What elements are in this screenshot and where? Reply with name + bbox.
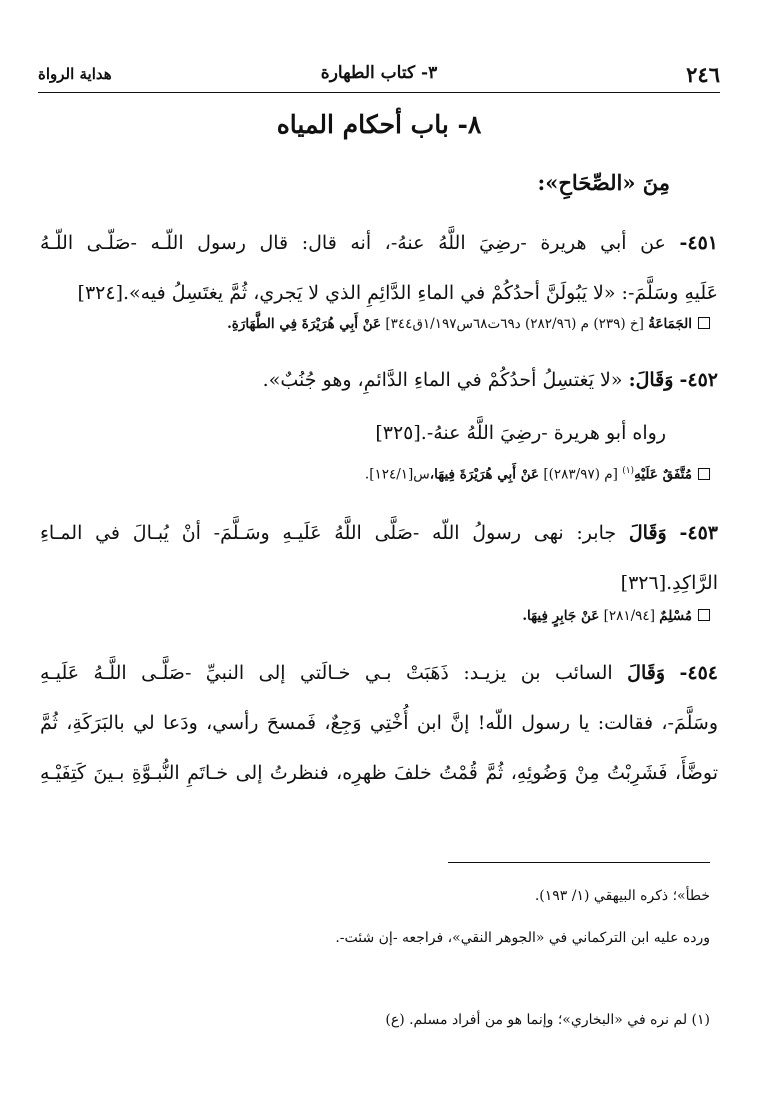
riwaya-452 — [375, 422, 666, 444]
hadith-451-line-2 — [40, 268, 718, 318]
hadith-453-line-2 — [40, 558, 718, 608]
hadith-number: ٤٥٤- — [679, 662, 718, 684]
page-number: ٢٤٦ — [686, 62, 720, 87]
hadith-text: «لا يَغتسِلُ أحدُكُمْ في الماءِ الدَّائمِ، وهو جُنُبٌ». — [262, 369, 623, 391]
book-title: ٣- كتاب الطهارة — [320, 63, 438, 83]
takhrij-sources: [خ (٢٣٩) م (٢٨٢/٩٦) د٦٩ت٦٨س١/١٩٧ق٣٤٤] — [385, 316, 644, 332]
takhrij-grade: مُسْلِمٌ — [659, 608, 692, 624]
checkbox-square-icon — [698, 609, 710, 621]
hadith-text: جابر: نهى رسولُ اللّه -صَلَّى اللَّهُ عَلَيـهِ وسَـلَّمَ- أنْ يُبـالَ في المـاءِ — [40, 522, 617, 544]
hadith-454-line-2: وسَلَّمَ-، فقالت: يا رسول اللّه! إنَّ ابن أُخْتِي وَجِعٌ، فَمسحَ رأسي، ودَعا لي بالبَرَكَةِ، ثُمَّ — [40, 712, 718, 734]
hadith-452 — [40, 355, 718, 405]
takhrij-sources: [٢٨١/٩٤] — [603, 608, 655, 624]
hadith-reference: [٣٢٥] — [375, 422, 421, 444]
takhrij-grade: مُتَّفَقٌ عَلَيْهِ — [634, 466, 692, 483]
hadith-454 — [40, 648, 718, 798]
header-divider — [38, 92, 720, 93]
takhrij-sources: [م (٢٨٣/٩٧)] — [543, 466, 618, 483]
hadith-intro: وَقَالَ: — [628, 369, 674, 391]
chapter-title: ٨- باب أحكام المياه — [276, 110, 482, 139]
takhrij-extra: س[١٢٤/١]. — [364, 466, 430, 483]
hadith-text: الرَّاكِدِ. — [666, 572, 718, 594]
hadith-451 — [40, 218, 718, 318]
footnote-1: (١) لم نره في «البخاري»؛ وإنما هو من أفراد مسلم. (ع) — [385, 1012, 710, 1028]
hadith-453 — [40, 508, 718, 608]
hadith-454-line-1 — [40, 648, 718, 698]
checkbox-square-icon — [698, 317, 710, 329]
hadith-454-line-3: توضَّأَ، فَشَرِبْتُ مِنْ وَضُوئِهِ، ثُمَّ قُمْتُ خلفَ ظهرِه، فنظرتُ إلى خـاتَمِ النُّبـوَّةِ بـينَ كَتِفَيْـهِ — [40, 762, 718, 784]
hadith-text: عَلَيهِ وسَلَّمَ-: «لا يَبُولَنَّ أحدُكُمْ في الماءِ الدَّائِمِ الذي لا يَجري، ثُمَّ يغتَسِلُ فيه». — [122, 282, 718, 304]
series-title: هداية الرواة — [38, 65, 112, 83]
takhrij-453 — [40, 608, 710, 624]
takhrij-narrator: عَنْ أَبِي هُرَيْرَةَ فِيهَا، — [429, 466, 540, 483]
footnote-marker: (١) — [622, 466, 635, 476]
hadith-452-line-1 — [40, 355, 718, 405]
footnote-divider — [448, 862, 710, 863]
hadith-451-line-1 — [40, 218, 718, 268]
hadith-453-line-1 — [40, 508, 718, 558]
hadith-intro: وَقَالَ — [627, 662, 666, 684]
takhrij-grade: الجَمَاعَةُ — [648, 316, 692, 332]
hadith-number: ٤٥٣- — [679, 522, 718, 544]
hadith-reference: [٣٢٦] — [620, 572, 667, 594]
footnote-continuation-1: خطأ»؛ ذكره البيهقي (١/ ١٩٣). — [534, 888, 710, 904]
hadith-intro: وَقَالَ — [628, 522, 667, 544]
footnote-continuation-2: ورده عليه ابن التركماني في «الجوهر النقي»، فراجعه -إن شئت-. — [335, 930, 710, 946]
hadith-reference: [٣٢٤] — [77, 282, 123, 304]
riwaya-text: رواه أبو هريرة -رضِيَ اللَّهُ عنهُ-. — [420, 422, 666, 444]
takhrij-narrator: عَنْ جَابِرٍ فِيهَا. — [522, 608, 600, 624]
takhrij-451 — [40, 316, 710, 332]
hadith-number: ٤٥١- — [679, 232, 718, 254]
hadith-number: ٤٥٢- — [679, 369, 718, 391]
source-label: مِنَ «الصِّحَاحِ»: — [537, 170, 670, 195]
takhrij-452 — [40, 466, 710, 483]
takhrij-narrator: عَنْ أَبِي هُرَيْرَةَ فِي الطَّهَارَةِ. — [227, 316, 382, 332]
hadith-text: السائب بن يزيـد: ذَهَبَتْ بـي خـالَتي إلى النبيِّ -صَلَّـى اللَّـهُ عَلَيـهِ — [40, 662, 613, 684]
checkbox-square-icon — [698, 468, 710, 480]
hadith-text: عن أبي هريرة -رضِيَ اللَّهُ عنهُ-، أنه قال: قال رسول اللّـه -صَلّـى اللّـهُ — [40, 232, 666, 254]
running-header — [38, 62, 720, 88]
